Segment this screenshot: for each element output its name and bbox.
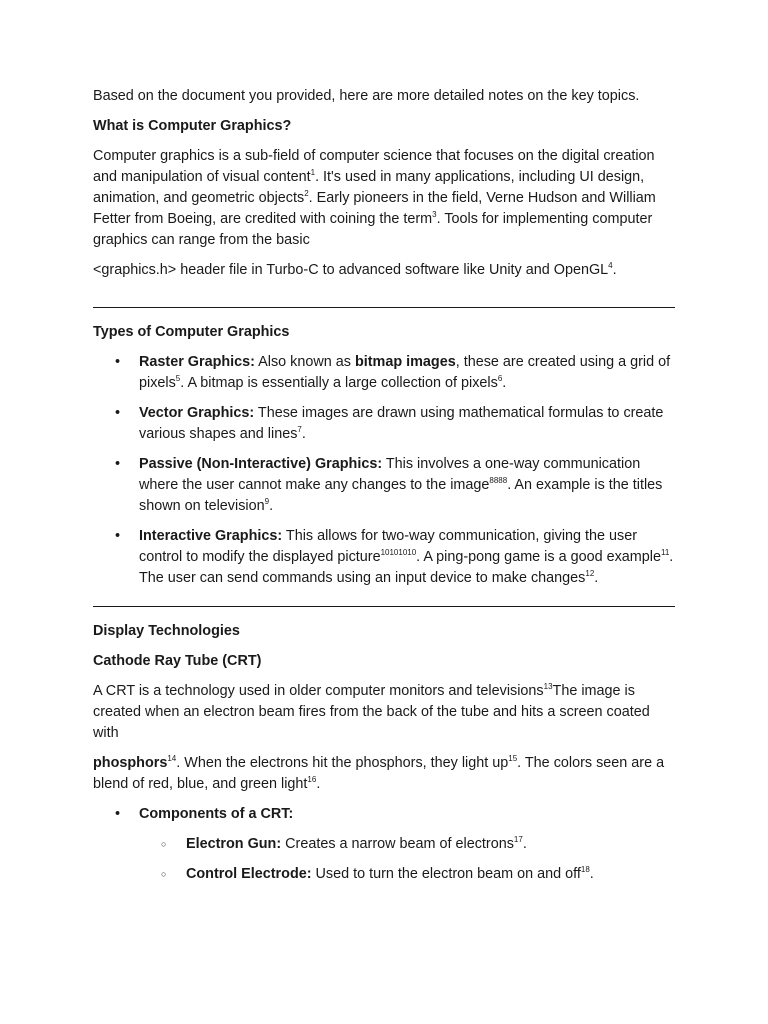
footnote-ref: 9 (264, 497, 270, 507)
text-run: <graphics.h> header file in Turbo-C to advanced software like Unity and OpenGL (93, 262, 609, 278)
text-run: This allows for two-way communication, giving the user control to modify the displayed picture (139, 528, 638, 565)
crt-paragraph-2 (93, 753, 675, 795)
footnote-ref: 6 (497, 374, 503, 384)
item-label: Electron Gun: (186, 836, 282, 852)
item-label: Components of a CRT: (139, 806, 294, 822)
item-label: Raster Graphics: (139, 354, 255, 370)
footnote-ref: 17 (513, 835, 523, 845)
item-label: Control Electrode: (186, 866, 312, 882)
footnote-ref: 7 (297, 425, 302, 435)
text-run: Also known as (254, 354, 355, 370)
footnote-ref: 16 (307, 775, 317, 785)
section-heading-types: Types of Computer Graphics (93, 324, 290, 340)
item-label: Interactive Graphics: (139, 528, 283, 544)
text-run: . (589, 866, 594, 882)
text-run: . It's used in many applications, including UI design, animation, and geometric objects (93, 169, 645, 206)
bold-term: phosphors (93, 755, 168, 771)
text-run: Used to turn the electron beam on and off (311, 866, 581, 882)
text-run: . Tools for implementing computer graphics can range from the basic (93, 211, 653, 248)
text-run: A CRT is a technology used in older computer monitors and televisions (93, 683, 544, 699)
footnote-ref: 14 (167, 754, 177, 764)
item-label: Passive (Non-Interactive) Graphics: (139, 456, 383, 472)
types-list (93, 352, 675, 589)
footnote-ref: 2 (304, 189, 309, 199)
text-run: This involves a one-way communication where the user cannot make any changes to the image (139, 456, 641, 493)
section-heading-display: Display Technologies (93, 623, 240, 639)
footnote-ref: 8888 (489, 476, 508, 486)
bold-term: bitmap images (354, 354, 456, 370)
section1-paragraph-2 (93, 260, 675, 281)
text-run: . (594, 570, 599, 586)
footnote-ref: 11 (660, 548, 670, 558)
text-run: Creates a narrow beam of electrons (281, 836, 514, 852)
sublist-item-control-electrode (139, 864, 675, 885)
list-item-components (93, 804, 675, 885)
footnote-ref: 10101010 (380, 548, 417, 558)
text-run: . (316, 776, 321, 792)
list-item-vector (93, 403, 675, 445)
section-heading-what-is-cg: What is Computer Graphics? (93, 118, 292, 134)
text-run: . A bitmap is essentially a large collection of pixels (180, 375, 498, 391)
footnote-ref: 3 (432, 210, 437, 220)
text-run: . (612, 262, 617, 278)
text-run: . The user can send commands using an input device to make changes (139, 549, 674, 586)
crt-list (93, 804, 675, 885)
list-item-interactive (93, 526, 675, 589)
sublist-item-electron-gun (139, 834, 675, 855)
text-run: . An example is the titles shown on television (139, 477, 663, 514)
footnote-ref: 13 (543, 682, 553, 692)
text-run: These images are drawn using mathematical formulas to create various shapes and lines (139, 405, 664, 442)
item-label: Vector Graphics: (139, 405, 255, 421)
text-run: . When the electrons hit the phosphors, they light up (176, 755, 509, 771)
text-run: The image is created when an electron beam fires from the back of the tube and hits a screen coated with (93, 683, 650, 741)
components-sublist (139, 834, 675, 885)
text-run: , these are created using a grid of pixels (139, 354, 671, 391)
text-run: . The colors seen are a blend of red, blue, and green light (93, 755, 665, 792)
intro-paragraph: Based on the document you provided, here are more detailed notes on the key topics. (93, 88, 640, 104)
document-body (93, 86, 675, 894)
section1-paragraph-1 (93, 146, 675, 251)
section-divider (93, 307, 675, 308)
text-run: . (301, 426, 306, 442)
footnote-ref: 12 (585, 569, 595, 579)
subheading-crt: Cathode Ray Tube (CRT) (93, 653, 262, 669)
section-divider (93, 606, 675, 607)
text-run: . (502, 375, 507, 391)
footnote-ref: 4 (608, 261, 613, 271)
crt-paragraph-1 (93, 681, 675, 744)
footnote-ref: 15 (508, 754, 518, 764)
text-run: . A ping-pong game is a good example (416, 549, 661, 565)
footnote-ref: 18 (580, 865, 590, 875)
list-item-passive (93, 454, 675, 517)
footnote-ref: 1 (310, 168, 316, 178)
text-run: . Early pioneers in the field, Verne Hudson and William Fetter from Boeing, are credited with coining the term (93, 190, 656, 227)
list-item-raster (93, 352, 675, 394)
footnote-ref: 5 (175, 374, 181, 384)
text-run: . (522, 836, 527, 852)
text-run: . (269, 498, 274, 514)
text-run: Computer graphics is a sub-field of computer science that focuses on the digital creation and manipulation of visual content (93, 148, 655, 185)
